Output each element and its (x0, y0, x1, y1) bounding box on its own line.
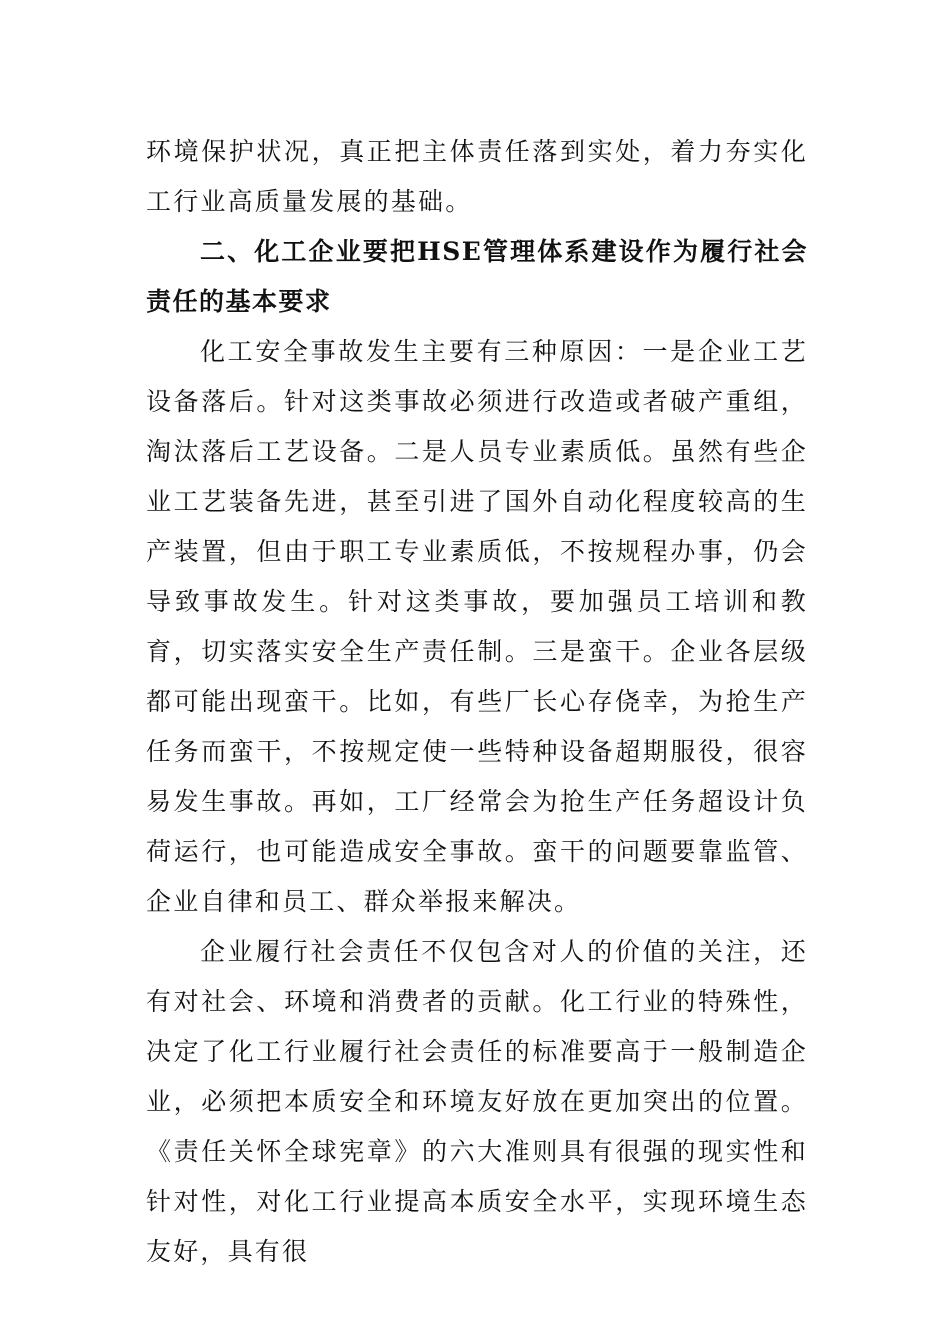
paragraph-social-responsibility: 企业履行社会责任不仅包含对人的价值的关注，还有对社会、环境和消费者的贡献。化工行业的特殊性，决定了化工行业履行社会责任的标准要高于一般制造企业，必须把本质安全和环境友好放在更加突出的位置。《责任关怀全球宪章》的六大准则具有很强的现实性和针对性，对化工行业提高本质安全水平，实现环境生态友好，具有很 (146, 937, 808, 1266)
document-body (146, 127, 808, 1277)
paragraph-accident-causes: 化工安全事故发生主要有三种原因：一是企业工艺设备落后。针对这类事故必须进行改造或者破产重组，淘汰落后工艺设备。二是人员专业素质低。虽然有些企业工艺装备先进，甚至引进了国外自动化程度较高的生产装置，但由于职工专业素质低，不按规程办事，仍会导致事故发生。针对这类事故，要加强员工培训和教育，切实落实安全生产责任制。三是蛮干。企业各层级都可能出现蛮干。比如，有些厂长心存侥幸，为抢生产任务而蛮干，不按规定使一些特种设备超期服役，很容易发生事故。再如，工厂经常会为抢生产任务超设计负荷运行，也可能造成安全事故。蛮干的问题要靠监管、企业自律和员工、群众举报来解决。 (146, 337, 808, 916)
paragraph-continuation: 环境保护状况，真正把主体责任落到实处，着力夯实化工行业高质量发展的基础。 (146, 137, 808, 216)
section-heading: 二、化工企业要把HSE管理体系建设作为履行社会责任的基本要求 (146, 237, 808, 316)
